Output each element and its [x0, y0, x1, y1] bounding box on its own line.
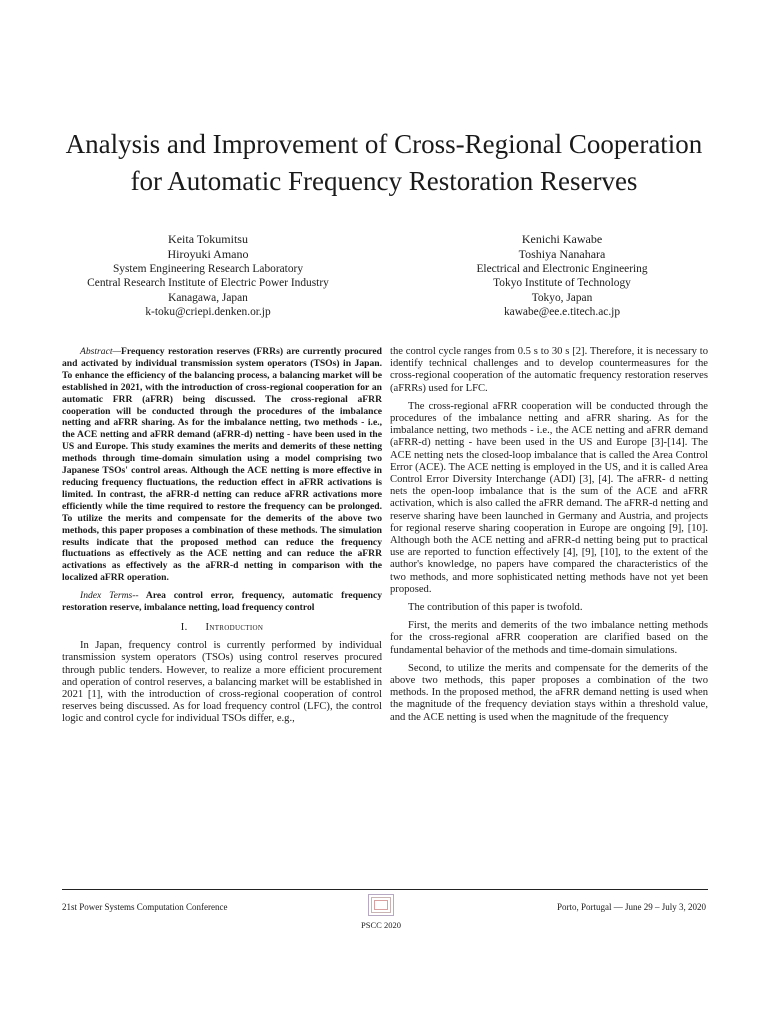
- body-paragraph: First, the merits and demerits of the two imbalance netting methods for the cross-regional aFRR cooperation are clarified based on the fundamental behavior of the methods and time-domain simulations.: [390, 620, 708, 656]
- footer-location-date: Porto, Portugal — June 29 – July 3, 2020: [556, 902, 706, 912]
- index-terms-text: Area control error, frequency, automatic frequency restoration reserve, imbalance netting, load frequency control: [62, 590, 382, 614]
- author-location: Tokyo, Japan: [531, 291, 593, 304]
- body-paragraph: The cross-regional aFRR cooperation will be conducted through the procedures of the imbalance netting and aFRR sharing. As for the imbalance netting, two methods - i.e., the ACE netting and aFRR demand (aFRR-d) netting - have been used in the US and Europe [3]-[14]. The ACE netting nets the closed-loop imbalance that is called the Area Control Error (ACE). The ACE netting is employed in the US, and it is called Area Control Error Diversity Interchange (ADI) [3], [4]. The aFRR- d netting nets the open-loop imbalance that is the sum of the ACE and aFRR activation, which is also called the aFRR demand. The aFRR-d netting and reserve sharing have been launched in Germany and Austria, and projects for regional reserve sharing cooperation in Europe are ongoing [9], [10]. Although both the ACE netting and aFRR-d netting being put to practical use are reported to function effectively [4], [9], [10], to the extent of the author's knowledge, no papers have compared the characteristics of the two methods, and more sophisticated netting methods have not yet been proposed.: [390, 400, 708, 595]
- author-block-left: [36, 232, 380, 320]
- section-title: Introduction: [205, 621, 264, 633]
- body-paragraph: Second, to utilize the merits and compensate for the demerits of the above two methods, this paper proposes a combination of the two methods. In the proposed method, the aFRR demand netting is used when the magnitude of the frequency deviation stays within a threshold value, and the ACE netting is used when the magnitude of the frequency: [390, 662, 708, 723]
- body-paragraph: In Japan, frequency control is currently performed by individual transmission system operators (TSOs) using control reserves procured through public tenders. However, to realize a more efficient procurement and operation of control reserves, a balancing market will be established in 2021 [1], with the introduction of cross-regional cooperation of control reserves being discussed. As for load frequency control (LFC), the control logic and control cycle for individual TSOs differ, e.g.,: [62, 640, 382, 725]
- section-heading: [62, 622, 382, 634]
- author-name: Hiroyuki Amano: [167, 247, 249, 261]
- left-column: [62, 346, 382, 732]
- author-name: Toshiya Nanahara: [518, 247, 606, 261]
- index-terms-lead: Index Terms--: [80, 590, 139, 602]
- abstract-lead: Abstract—: [80, 346, 122, 357]
- author-block-right: [390, 232, 734, 320]
- author-affiliation: Electrical and Electronic Engineering: [476, 263, 648, 275]
- pscc-logo-icon: [368, 894, 394, 916]
- body-paragraph: the control cycle ranges from 0.5 s to 30 s [2]. Therefore, it is necessary to identify technical challenges and to develop countermeasures for the cross-regional cooperation of the automatic frequency restoration reserves (aFRRs) used for LFC.: [390, 346, 708, 394]
- section-number: I.: [180, 621, 188, 633]
- author-location: Kanagawa, Japan: [168, 291, 248, 304]
- author-affiliation: Central Research Institute of Electric Power Industry: [87, 277, 329, 290]
- author-email: k-toku@criepi.denken.or.jp: [145, 306, 271, 319]
- author-affiliation: Tokyo Institute of Technology: [493, 277, 631, 290]
- author-name: Kenichi Kawabe: [521, 232, 603, 246]
- body-paragraph: The contribution of this paper is twofold.: [408, 602, 583, 614]
- author-affiliation: System Engineering Research Laboratory: [112, 263, 304, 275]
- author-name: Keita Tokumitsu: [168, 232, 248, 246]
- paper-title: Analysis and Improvement of Cross-Regional Cooperation for Automatic Frequency Restoration Reserves: [65, 129, 703, 197]
- author-email: kawabe@ee.e.titech.ac.jp: [503, 306, 621, 319]
- footer-conference: 21st Power Systems Computation Conference: [62, 902, 228, 912]
- abstract-text: Frequency restoration reserves (FRRs) are currently procured and activated by individual transmission system operators (TSOs) in Japan. To enhance the efficiency of the balancing process, a balancing market will be established in 2021, with the introduction of cross-regional cooperation for an automatic FRR (aFRR) being discussed. The cross-regional aFRR cooperation will be conducted through the procedures of the imbalance netting and aFRR sharing. As for the imbalance netting, two methods - i.e., the ACE netting and aFRR demand (aFRR-d) netting - have been used in the US and Europe. This study examines the merits and demerits of these netting methods through time-domain simulation using a model comprising two Japanese TSOs' control areas. Although the ACE netting is more effective in reducing frequency fluctuations, the reduction effect in aFRR activations is limited. In contrast, the aFRR-d netting can reduce aFRR activations more efficiently while the time required to restore the frequency can be prolonged. To utilize the merits and compensate for the demerits of the above two methods, this paper proposes a combination of these methods. The simulation results indicate that the proposed method can reduce the frequency fluctuations as effectively as the ACE netting and can reduce the aFRR activations as effectively as the aFRR-d netting in comparison with the localized aFRR operation.: [62, 346, 382, 584]
- abstract: [62, 346, 382, 584]
- index-terms: [62, 590, 382, 614]
- right-column: [390, 346, 708, 730]
- footer-divider: [62, 889, 708, 890]
- footer-pscc: PSCC 2020: [361, 920, 401, 930]
